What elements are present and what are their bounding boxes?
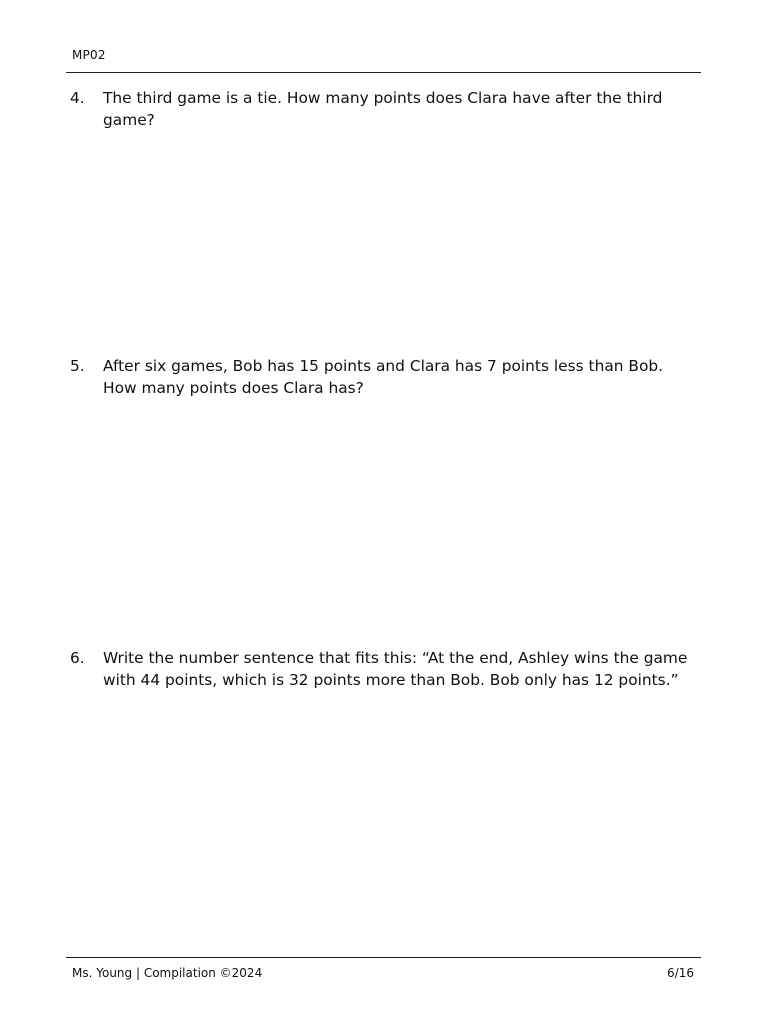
question-6: [70, 648, 700, 691]
question-text: The third game is a tie. How many points does Clara have after the third game?: [103, 89, 663, 129]
question-text: After six games, Bob has 15 points and Clara has 7 points less than Bob. How many points does Clara has?: [103, 357, 664, 397]
question-4: [70, 88, 700, 131]
question-number: 5.: [70, 357, 85, 375]
question-number: 4.: [70, 89, 85, 107]
question-5: [70, 356, 700, 399]
worksheet-code: MP02: [72, 48, 106, 62]
question-text: Write the number sentence that fits this: “At the end, Ashley wins the game with 44 points, which is 32 points more than Bob. Bob only has 12 points.”: [103, 649, 688, 689]
header-divider: [66, 72, 701, 73]
footer-divider: [66, 957, 701, 958]
question-number: 6.: [70, 649, 85, 667]
page-number: 6/16: [667, 966, 694, 980]
footer-credit: Ms. Young | Compilation ©2024: [72, 966, 263, 980]
